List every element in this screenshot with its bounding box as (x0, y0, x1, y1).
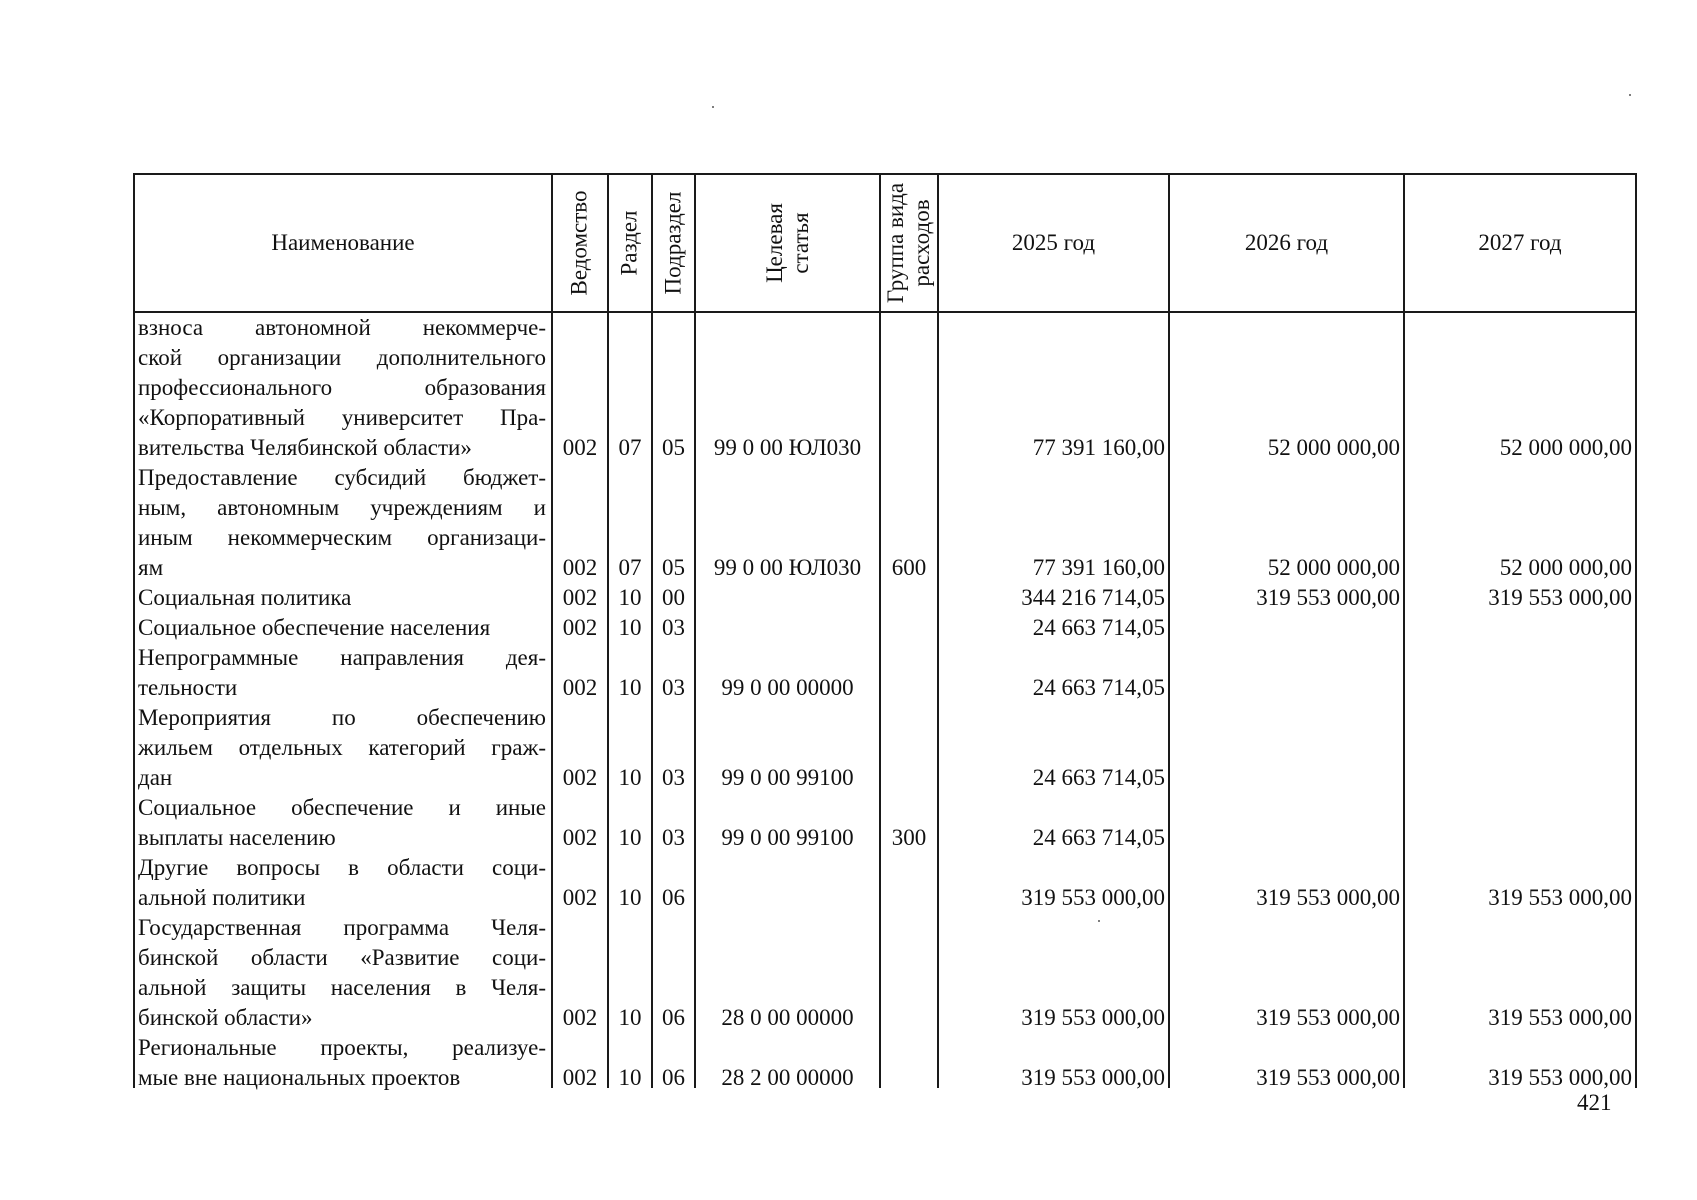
row-name (138, 583, 546, 613)
row-name-line: «Корпоративный университет Пра- (138, 405, 546, 430)
row-value-2025: 77 391 160,00 (1032, 435, 1165, 460)
row-razdel: 07 (618, 435, 642, 460)
row-celevaya-statya: 99 0 00 00000 (721, 675, 854, 700)
row-name-line: альной политики (138, 885, 306, 910)
row-celevaya-statya: 99 0 00 ЮЛ030 (713, 435, 862, 460)
row-name-line: Предоставление субсидий бюджет- (138, 465, 546, 490)
row-value-2025: 319 553 000,00 (1021, 1065, 1165, 1090)
row-value-2027: 319 553 000,00 (1488, 885, 1632, 910)
row-razdel: 10 (618, 615, 642, 640)
row-podrazdel: 00 (662, 585, 685, 610)
header-year-2027: 2027 год (1478, 230, 1562, 255)
header-vedomstvo: Ведомство (567, 190, 592, 296)
row-name-line: выплаты населению (138, 825, 336, 850)
row-razdel: 10 (618, 1065, 642, 1090)
row-podrazdel: 03 (662, 615, 685, 640)
row-vedomstvo: 002 (562, 615, 598, 640)
row-name (138, 463, 546, 583)
header-name: Наименование (271, 230, 415, 255)
row-name (138, 1033, 546, 1093)
row-name-line: вительства Челябинской области» (138, 435, 472, 460)
row-name-line: ской организации дополнительного (138, 345, 546, 370)
page-number: 421 (1577, 1090, 1612, 1115)
row-podrazdel: 03 (662, 825, 685, 850)
row-vedomstvo: 002 (562, 435, 598, 460)
row-name-line: дан (138, 765, 173, 790)
row-name-line: Другие вопросы в области соци- (138, 855, 546, 880)
scan-speck (1098, 920, 1100, 922)
row-value-2027: 319 553 000,00 (1488, 1005, 1632, 1030)
header-razdel: Раздел (617, 210, 642, 276)
header-year-2025: 2025 год (1011, 230, 1096, 255)
row-value-2025: 319 553 000,00 (1021, 1005, 1165, 1030)
row-value-2025: 24 663 714,05 (1032, 765, 1165, 790)
row-podrazdel: 06 (662, 885, 685, 910)
row-value-2026: 319 553 000,00 (1256, 885, 1400, 910)
row-vedomstvo: 002 (562, 1005, 598, 1030)
row-value-2025: 24 663 714,05 (1032, 825, 1165, 850)
row-name (138, 793, 546, 853)
row-name (138, 853, 546, 913)
row-value-2025: 319 553 000,00 (1021, 885, 1165, 910)
row-value-2027: 52 000 000,00 (1499, 435, 1632, 460)
row-name-line: Социальное обеспечение населения (138, 615, 491, 640)
row-value-2025: 77 391 160,00 (1032, 555, 1165, 580)
col-border (1635, 173, 1637, 1088)
row-podrazdel: 06 (662, 1065, 685, 1090)
row-value-2026: 52 000 000,00 (1267, 555, 1400, 580)
row-value-2025: 344 216 714,05 (1021, 585, 1165, 610)
row-celevaya-statya: 99 0 00 99100 (721, 765, 854, 790)
row-gruppa-vida: 600 (891, 555, 927, 580)
row-razdel: 10 (618, 1005, 642, 1030)
row-razdel: 07 (618, 555, 642, 580)
row-name-line: Государственная программа Челя- (138, 915, 546, 940)
row-name-line: ным, автономным учреждениям и (138, 495, 546, 520)
header-gruppa-vida-rashodov: Группа вида расходов (883, 182, 935, 304)
row-podrazdel: 05 (662, 555, 685, 580)
row-name (138, 703, 546, 793)
row-vedomstvo: 002 (562, 1065, 598, 1090)
scan-speck (712, 106, 714, 108)
row-value-2026: 319 553 000,00 (1256, 585, 1400, 610)
row-name-line: Социальная политика (138, 585, 352, 610)
row-vedomstvo: 002 (562, 675, 598, 700)
row-name-line: тельности (138, 675, 238, 700)
row-name-line: ям (138, 555, 164, 580)
row-razdel: 10 (618, 885, 642, 910)
row-name-line: мые вне национальных проектов (138, 1065, 461, 1090)
row-celevaya-statya: 99 0 00 99100 (721, 825, 854, 850)
row-vedomstvo: 002 (562, 555, 598, 580)
header-podrazdel: Подраздел (660, 191, 686, 295)
header-celevaya-statya: Целевая статья (761, 203, 813, 283)
row-celevaya-statya: 28 2 00 00000 (721, 1065, 854, 1090)
row-name-line: Мероприятия по обеспечению (138, 705, 546, 730)
row-vedomstvo: 002 (562, 885, 598, 910)
row-value-2026: 319 553 000,00 (1256, 1065, 1400, 1090)
row-name-line: бинской области «Развитие соци- (138, 945, 546, 970)
row-celevaya-statya: 99 0 00 ЮЛ030 (713, 555, 862, 580)
row-podrazdel: 05 (662, 435, 685, 460)
row-name (138, 913, 546, 1033)
row-name-line: альной защиты населения в Челя- (138, 975, 546, 1000)
scan-speck (1629, 94, 1631, 96)
row-name-line: профессионального образования (138, 375, 546, 400)
row-value-2027: 319 553 000,00 (1488, 1065, 1632, 1090)
row-razdel: 10 (618, 825, 642, 850)
row-name-line: Социальное обеспечение и иные (138, 795, 546, 820)
row-celevaya-statya: 28 0 00 00000 (721, 1005, 854, 1030)
row-name-line: Непрограммные направления дея- (138, 645, 546, 670)
row-razdel: 10 (618, 585, 642, 610)
row-podrazdel: 03 (662, 675, 685, 700)
header-year-2026: 2026 год (1244, 230, 1329, 255)
row-vedomstvo: 002 (562, 765, 598, 790)
row-name-line: иным некоммерческим организаци- (138, 525, 546, 550)
row-value-2025: 24 663 714,05 (1032, 615, 1165, 640)
row-gruppa-vida: 300 (891, 825, 927, 850)
row-name (138, 643, 546, 703)
row-name-line: жильем отдельных категорий граж- (138, 735, 546, 760)
row-value-2025: 24 663 714,05 (1032, 675, 1165, 700)
row-podrazdel: 03 (662, 765, 685, 790)
row-name-line: взноса автономной некоммерче- (138, 315, 546, 340)
row-podrazdel: 06 (662, 1005, 685, 1030)
row-name-line: бинской области» (138, 1005, 313, 1030)
row-name (138, 313, 546, 463)
row-name (138, 613, 546, 643)
row-name-line: Региональные проекты, реализуе- (138, 1035, 546, 1060)
row-value-2026: 52 000 000,00 (1267, 435, 1400, 460)
row-razdel: 10 (618, 675, 642, 700)
row-vedomstvo: 002 (562, 585, 598, 610)
row-value-2027: 52 000 000,00 (1499, 555, 1632, 580)
row-vedomstvo: 002 (562, 825, 598, 850)
row-value-2026: 319 553 000,00 (1256, 1005, 1400, 1030)
row-razdel: 10 (618, 765, 642, 790)
row-value-2027: 319 553 000,00 (1488, 585, 1632, 610)
